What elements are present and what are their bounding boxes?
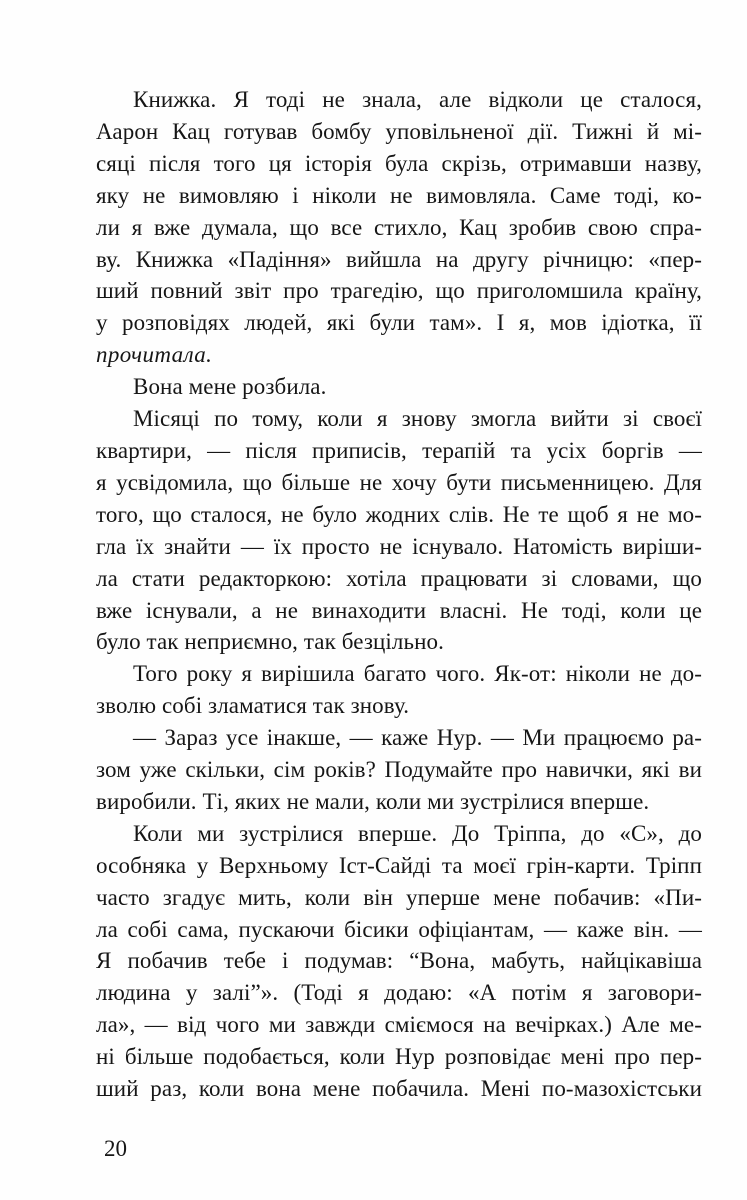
text-line: людина у залі”». (Тоді я додаю: «А потім я заговори-	[96, 980, 702, 1006]
text-line: ні більше подобається, коли Нур розповідає мені про пер-	[96, 1044, 702, 1070]
text-line: Того року я вирішила багато чого. Як-от: ніколи не до-	[133, 661, 702, 687]
text-line: особняка у Верхньому Іст-Сайді та моєї грін-карти. Тріпп	[96, 852, 702, 878]
text-line: Аарон Кац готував бомбу уповільненої дії. Тижні й мі-	[96, 118, 702, 144]
text-line: Вона мене розбила.	[133, 374, 327, 400]
page-number: 20	[104, 1136, 127, 1161]
text-line: того, що сталося, не було жодних слів. Не те щоб я не мо-	[96, 501, 702, 527]
text-line: вже існували, а не винаходити власні. Не тоді, коли це	[96, 597, 702, 623]
text-line: ла стати редакторкою: хотіла працювати зі словами, що	[96, 565, 702, 591]
text-line: ший повний звіт про трагедію, що приголомшила країну,	[96, 278, 702, 304]
text-line: у розповідях людей, які були там». І я, мов ідіотка, її	[96, 310, 702, 336]
text-line: я усвідомила, що більше не хочу бути письменницею. Для	[96, 469, 702, 495]
text-line: ла собі сама, пускаючи бісики офіціантам, — каже він. —	[96, 916, 702, 942]
text-line: гла їх знайти — їх просто не існувало. Натомість виріши-	[96, 533, 702, 559]
text-line: Коли ми зустрілися вперше. До Тріппа, до «С», до	[133, 820, 702, 846]
text-line: ший раз, коли вона мене побачила. Мені по-мазохістськи	[96, 1076, 702, 1102]
text-line: сяці після того ця історія була скрізь, отримавши назву,	[96, 150, 702, 176]
text-line: часто згадує мить, коли він уперше мене побачив: «Пи-	[96, 884, 702, 910]
text-line: яку не вимовляю і ніколи не вимовляла. Саме тоді, ко-	[96, 182, 702, 208]
text-line: Книжка. Я тоді не знала, але відколи це сталося,	[133, 87, 702, 112]
text-line: виробили. Ті, яких не мали, коли ми зустрілися вперше.	[96, 788, 650, 814]
text-line: зом уже скільки, сім років? Подумайте про навички, які ви	[96, 757, 702, 783]
text-line: ву. Книжка «Падіння» вийшла на другу річницю: «пер-	[96, 246, 702, 272]
text-line: Місяці по тому, коли я знову змогла вийти зі своєї	[133, 406, 702, 432]
page-text	[96, 84, 702, 1105]
text-line: — Зараз усе інакше, — каже Нур. — Ми працюємо ра-	[133, 725, 702, 751]
text-line: квартири, — після приписів, терапій та усіх боргів —	[96, 437, 702, 463]
text-line: Я побачив тебе і подумав: “Вона, мабуть, найцікавіша	[96, 948, 702, 974]
text-line: ла», — від чого ми завжди сміємося на вечірках.) Але ме-	[96, 1012, 702, 1038]
text-line: прочитала.	[96, 342, 213, 368]
text-line: зволю собі зламатися так знову.	[96, 693, 410, 719]
text-line: ли я вже думала, що все стихло, Кац зробив свою спра-	[96, 214, 702, 240]
text-line: було так неприємно, так безцільно.	[96, 629, 444, 655]
